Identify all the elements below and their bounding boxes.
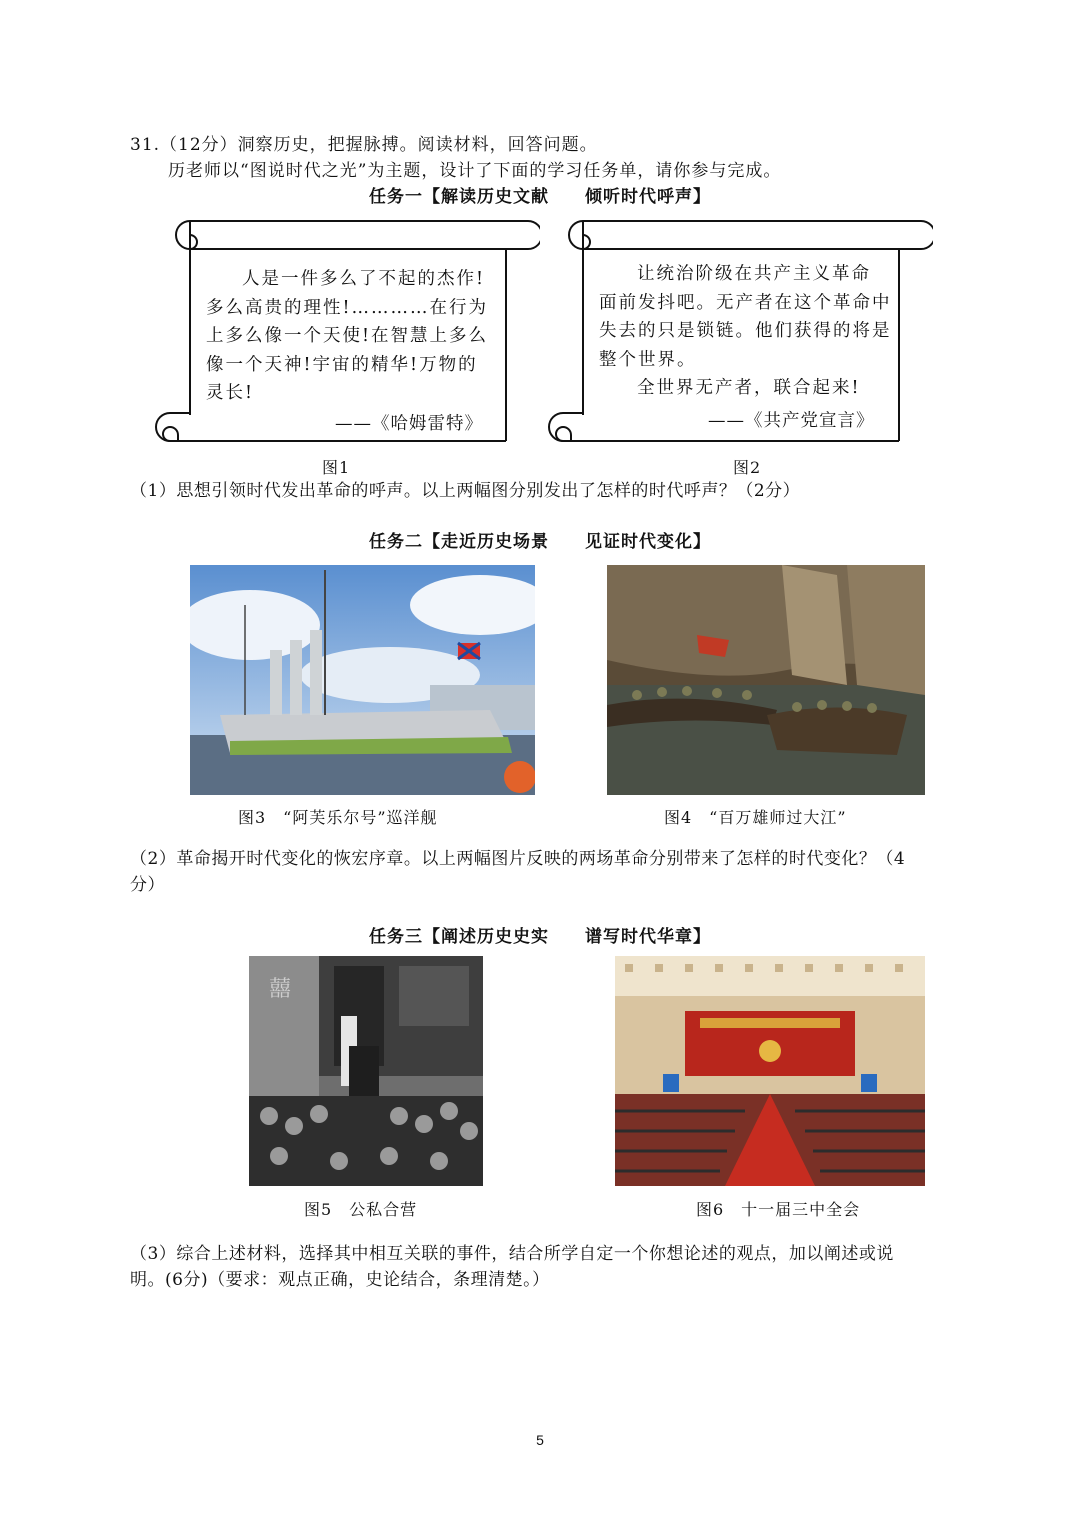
figure4-river-crossing-painting [607,565,925,795]
sub-question-3-line1: （3）综合上述材料，选择其中相互关联的事件，结合所学自定一个你想论述的观点，加以阐述或说 [130,1244,894,1264]
text-line: 整个世界。 [599,349,697,370]
text-line: 像一个天神!宇宙的精华!万物的 [206,354,478,375]
text-line: 灵长! [206,383,255,403]
figure6-caption: 图6 十一届三中全会 [696,1200,861,1219]
figure2-text [599,260,899,403]
figure5-joint-venture-photo [249,956,483,1186]
page-number: 5 [536,1432,544,1448]
figure1-text [206,265,501,408]
text-line: 让统治阶级在共产主义革命 [637,264,871,284]
figure2-caption: 图2 [733,458,762,477]
question-title: 31.（12分）洞察历史，把握脉搏。阅读材料，回答问题。 [130,135,598,155]
sub-question-1: （1）思想引领时代发出革命的呼声。以上两幅图分别发出了怎样的时代呼声？（2分） [130,481,801,501]
figure3-cruiser-photo [190,565,535,795]
figure1-source: ——《哈姆雷特》 [335,414,483,434]
figure5-caption: 图5 公私合营 [304,1200,418,1219]
figure1-caption: 图1 [322,458,351,477]
figure1-scroll [150,215,540,450]
sub-question-2-line1: （2）革命揭开时代变化的恢宏序章。以上两幅图片反映的两场革命分别带来了怎样的时代变化？（4 [130,849,906,869]
text-line: 多么高贵的理性!…………在行为 [206,297,489,318]
figure2-source: ——《共产党宣言》 [708,411,875,431]
figure2-scroll [543,215,933,450]
figure3-caption: 图3 “阿芙乐尔号”巡洋舰 [238,808,438,827]
task3-title: 任务三【阐述历史史实 谱写时代华章】 [369,927,711,947]
figure4-caption: 图4 “百万雄师过大江” [664,808,847,827]
sub-question-2-line2: 分） [130,875,165,895]
text-line: 上多么像一个天使!在智慧上多么 [206,326,489,346]
question-intro: 历老师以“图说时代之光”为主题，设计了下面的学习任务单，请你参与完成。 [168,161,782,181]
text-line: 失去的只是锁链。他们获得的将是 [599,321,892,341]
task2-title: 任务二【走近历史场景 见证时代变化】 [369,532,711,552]
text-line: 人是一件多么了不起的杰作! [242,269,486,289]
svg-text:囍: 囍 [269,977,292,1002]
text-line: 面前发抖吧。无产者在这个革命中 [599,292,892,313]
figure6-plenary-session-photo [615,956,925,1186]
task1-title: 任务一【解读历史文献 倾听时代呼声】 [369,187,711,207]
text-line: 全世界无产者，联合起来! [637,378,861,398]
sub-question-3-line2: 明。(6分)（要求：观点正确，史论结合，条理清楚。） [130,1270,550,1290]
